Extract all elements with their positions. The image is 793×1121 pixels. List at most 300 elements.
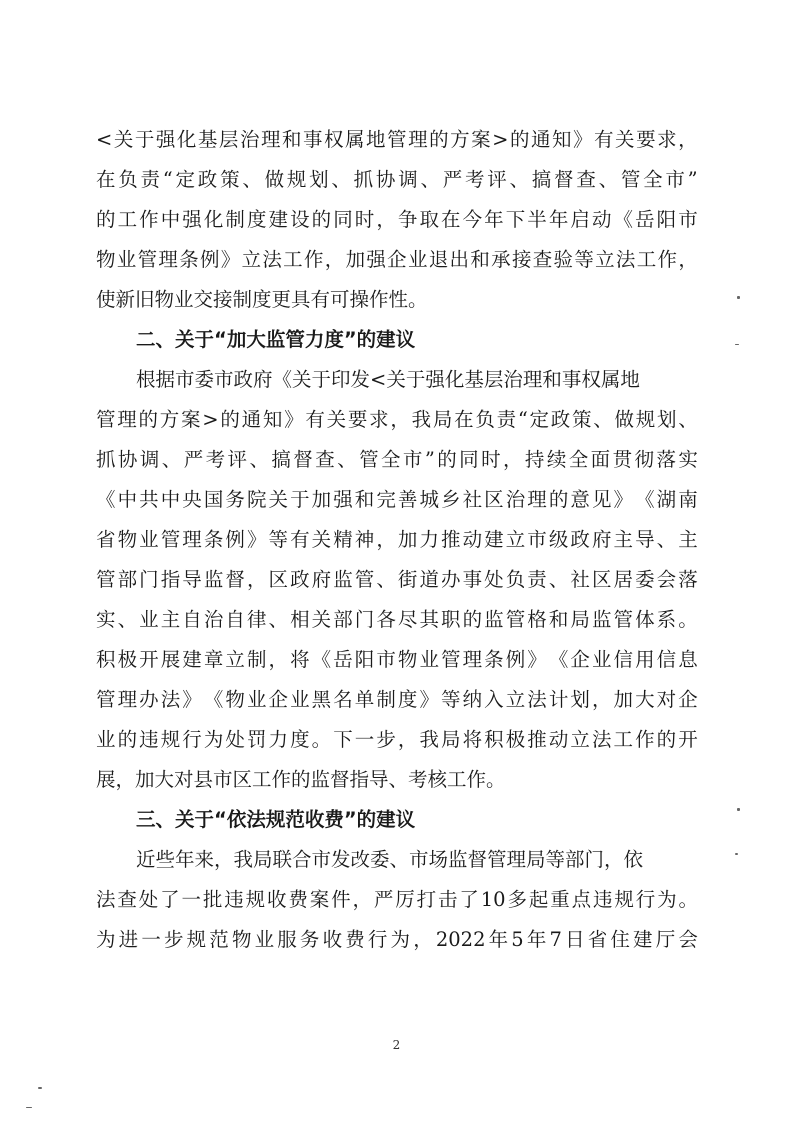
glyph: 会 [678,928,698,951]
glyph: 和 [281,128,302,151]
glyph: 乡 [441,488,461,511]
glyph: 大 [635,688,655,711]
glyph: 的 [429,128,449,151]
glyph: 指 [160,568,181,591]
glyph: 管 [96,408,116,431]
glyph: 费 [345,928,365,951]
glyph: 社 [462,488,483,511]
glyph: 关 [113,128,134,151]
text-line [96,680,698,720]
glyph: 要 [636,128,656,151]
glyph: 街 [397,568,418,591]
glyph: 管 [359,448,379,471]
glyph: < [96,128,113,151]
glyph: 落 [678,568,698,591]
glyph: 面 [590,448,611,471]
section-heading [96,320,698,360]
glyph: 政 [290,568,310,591]
glyph: 阳 [656,208,677,231]
glyph: 监 [333,568,353,591]
glyph: 治 [505,488,526,511]
glyph: 督 [554,168,574,191]
glyph: 业 [139,528,159,551]
glyph: 局 [570,608,590,631]
glyph: 治 [239,128,260,151]
glyph: 方 [450,128,470,151]
glyph: 监 [203,568,224,591]
scan-speck [737,808,740,811]
glyph: 委 [635,568,655,591]
glyph: 推 [441,528,461,551]
glyph: ， [376,528,396,551]
glyph: 立 [595,248,615,271]
glyph: 一 [181,888,202,911]
glyph: 中 [160,208,181,231]
glyph: 理 [117,408,137,431]
glyph: 条 [484,648,504,671]
glyph: 的 [462,608,483,631]
text-line [96,880,698,920]
glyph: 例 [199,248,220,271]
text-line [96,200,698,240]
glyph: 政 [550,408,571,431]
text-line [96,720,698,760]
glyph: 住 [610,928,630,951]
glyph: 督 [293,448,313,471]
text-line [96,920,698,960]
glyph: 关 [311,528,332,551]
glyph: 负 [475,408,495,431]
glyph: 搞 [531,168,552,191]
paragraph-line [96,880,698,920]
paragraph-line [96,520,698,560]
glyph: 的 [548,488,569,511]
glyph: 开 [139,648,159,671]
paragraph-line [96,560,698,600]
text-line [96,560,698,600]
glyph: 做 [264,168,285,191]
glyph: 要 [347,408,368,431]
glyph: 、 [242,168,262,191]
glyph: 作 [635,728,655,751]
glyph: 同 [459,448,479,471]
glyph: 管 [387,128,407,151]
glyph: 企 [570,648,590,671]
glyph: 社 [570,568,590,591]
glyph: ， [246,568,267,591]
glyph: 建 [633,928,653,951]
glyph: 善 [397,488,418,511]
glyph: 起 [528,888,549,911]
glyph: 黑 [311,688,332,711]
glyph: 、 [337,448,357,471]
glyph: 《 [635,488,655,511]
glyph: 处 [138,888,159,911]
glyph: 范 [209,928,229,951]
glyph: 物 [397,648,418,671]
glyph: 》 [613,488,634,511]
glyph: 主 [160,608,181,631]
glyph: 立 [505,688,526,711]
glyph: 有 [290,528,310,551]
glyph: 我 [411,408,432,431]
glyph: 、 [593,408,613,431]
glyph: 退 [428,248,449,271]
glyph: 力 [268,728,289,751]
glyph: 企 [387,248,407,271]
glyph: 业 [254,928,275,951]
glyph: 规 [286,168,307,191]
glyph: “ [517,408,528,431]
glyph: 击 [438,888,458,911]
glyph: 10 [480,888,506,911]
glyph: 例 [505,648,526,671]
glyph: 的 [96,208,116,231]
glyph: 管 [96,568,116,591]
glyph: 年 [484,208,504,231]
glyph: 工 [283,248,303,271]
text-line [96,440,698,480]
scan-speck [735,853,738,855]
glyph: 制 [376,688,396,711]
glyph: 了 [160,888,180,911]
glyph: 强 [366,248,386,271]
glyph: 违 [224,888,244,911]
glyph: 案 [471,128,491,151]
text-line [96,520,698,560]
glyph: 展 [160,648,181,671]
glyph: 。 [678,888,698,911]
glyph: 查 [315,448,335,471]
glyph: 对 [656,688,677,711]
glyph: 《 [203,688,224,711]
paragraph-line [96,160,698,200]
paragraph-line [96,720,698,760]
glyph: 点 [571,888,592,911]
glyph: 2022 [435,928,486,951]
paragraph-line [96,760,698,800]
scan-speck [735,344,739,345]
glyph: 规 [614,888,634,911]
glyph: 业 [116,248,137,271]
glyph: 神 [354,528,375,551]
glyph: 和 [354,488,375,511]
glyph: ， [352,888,373,911]
glyph: 求 [369,408,389,431]
glyph: 立 [241,248,262,271]
glyph: 企 [678,688,698,711]
glyph: 责 [496,408,517,431]
glyph: 各 [376,608,396,631]
glyph: 度 [397,688,418,711]
glyph: 在 [96,168,116,191]
section-heading-text: 二、关于“加大监管力度”的建议 [136,328,416,351]
text-line: 近些年来，我局联合市发改委、市场监督管理局等部门，依 [136,848,644,871]
glyph: 收 [267,888,287,911]
glyph: 强 [182,208,202,231]
glyph: 市 [665,168,685,191]
glyph: 省 [587,928,608,951]
text-line: 使新旧物业交接制度更具有可操作性。 [96,288,428,311]
glyph: 职 [441,608,461,631]
glyph: 承 [491,248,511,271]
glyph: 工 [613,728,634,751]
glyph: 、 [268,608,289,631]
glyph: ， [678,248,698,271]
glyph: 条 [179,248,199,271]
glyph: 定 [529,408,550,431]
glyph: 章 [203,648,224,671]
glyph: 进 [118,928,139,951]
glyph: 策 [220,168,240,191]
glyph: 动 [591,208,612,231]
glyph: 法 [96,888,116,911]
glyph: 管 [160,528,181,551]
glyph: 极 [117,648,138,671]
scan-speck [26,1107,32,1108]
glyph: 基 [197,128,218,151]
glyph: 市 [678,208,698,231]
glyph: 同 [333,208,353,231]
glyph: 知 [552,128,572,151]
glyph: 导 [635,528,655,551]
glyph: 意 [570,488,590,511]
glyph: 积 [484,728,504,751]
glyph: 评 [487,168,507,191]
glyph: 》 [284,408,304,431]
glyph: 的 [656,728,677,751]
glyph: 用 [635,648,655,671]
glyph: 务 [299,928,320,951]
glyph: ， [413,928,433,951]
glyph: 严 [373,888,394,911]
glyph: 其 [419,608,439,631]
glyph: 事 [302,128,323,151]
glyph: 物 [225,688,245,711]
paragraph-line [96,680,698,720]
glyph: 会 [656,568,677,591]
glyph: 物 [96,248,116,271]
glyph: 启 [570,208,590,231]
page-number: 2 [392,1038,401,1052]
glyph: 业 [407,248,428,271]
glyph: 名 [333,688,353,711]
glyph: 评 [227,448,248,471]
glyph: 实 [96,608,116,631]
glyph: 局 [432,408,453,431]
glyph: 等 [268,528,289,551]
glyph: 、 [249,448,269,471]
glyph: 管 [613,608,634,631]
glyph: 全 [568,448,589,471]
glyph: 。 [311,728,332,751]
paragraph-line [96,440,698,480]
glyph: 管 [505,608,526,631]
glyph: 建 [484,528,504,551]
text-line [96,480,698,520]
glyph: 设 [290,208,310,231]
glyph: 》 [419,688,439,711]
glyph: 化 [203,208,224,231]
glyph: 考 [464,168,485,191]
glyph: 查 [532,248,553,271]
glyph: 法 [591,728,612,751]
glyph: 管 [96,688,116,711]
text-line [96,600,698,640]
glyph: 的 [509,128,530,151]
glyph: 》 [246,528,267,551]
scan-speck [38,1087,42,1089]
glyph: 关 [326,408,347,431]
glyph: 共 [139,488,159,511]
glyph: 法 [527,688,547,711]
glyph: 贯 [612,448,633,471]
glyph: 》 [573,128,593,151]
glyph: 搞 [271,448,291,471]
glyph: 、 [331,168,351,191]
glyph: 办 [139,688,159,711]
glyph: 级 [548,528,569,551]
glyph: 作 [303,248,324,271]
glyph: 加 [311,488,332,511]
glyph: 出 [449,248,470,271]
glyph: 极 [505,728,526,751]
glyph: 立 [225,648,245,671]
glyph: 案 [181,408,201,431]
glyph: 通 [241,408,262,431]
glyph: 物 [117,528,138,551]
glyph: 完 [376,488,396,511]
glyph: 部 [333,608,353,631]
glyph: ” [687,168,698,191]
glyph: 规 [245,888,266,911]
glyph: 于 [290,488,310,511]
glyph: 务 [225,488,245,511]
glyph: 院 [246,488,267,511]
glyph: 全 [643,168,663,191]
glyph: 府 [591,528,612,551]
glyph: 市 [527,528,547,551]
glyph: 下 [333,728,353,751]
glyph: 岳 [333,648,353,671]
glyph: ， [397,728,418,751]
paragraph-line [96,280,698,320]
glyph: 重 [550,888,570,911]
glyph: 省 [96,528,116,551]
section-heading [96,800,698,840]
glyph: 局 [441,728,461,751]
glyph: 业 [96,728,116,751]
glyph: 在 [454,408,474,431]
glyph: 推 [527,728,547,751]
glyph: 加 [613,688,634,711]
glyph: 行 [182,728,202,751]
glyph: 管 [441,648,461,671]
glyph: 落 [656,448,676,471]
glyph: > [202,408,219,431]
glyph: 居 [613,568,634,591]
glyph: 作 [657,248,678,271]
glyph: 费 [288,888,308,911]
glyph: 相 [290,608,310,631]
glyph: 管 [354,568,375,591]
glyph: 将 [462,728,483,751]
glyph: 中 [117,488,138,511]
scan-speck [737,296,740,299]
glyph: 政 [570,528,590,551]
glyph: 了 [459,888,479,911]
glyph: 等 [574,248,594,271]
glyph: 尽 [397,608,418,631]
text-line [96,400,698,440]
glyph: 年 [548,208,569,231]
glyph: 等 [441,688,461,711]
glyph: 严 [183,448,204,471]
glyph: 、 [598,168,619,191]
glyph: 一 [354,728,375,751]
glyph: 划 [570,688,590,711]
glyph: 的 [311,208,332,231]
glyph: 下 [505,208,526,231]
glyph: 企 [268,688,289,711]
glyph: 为 [96,928,116,951]
glyph: 格 [527,608,547,631]
glyph: 加 [345,248,366,271]
text-line [96,640,698,680]
glyph: 市 [402,448,423,471]
glyph: 单 [354,688,375,711]
glyph: 日 [565,928,585,951]
glyph: 理 [408,128,428,151]
glyph: 件 [331,888,351,911]
glyph: 、 [656,528,677,551]
glyph: 一 [141,928,161,951]
glyph: 中 [160,488,181,511]
glyph: 调 [139,448,160,471]
glyph: 强 [333,488,353,511]
glyph: 在 [441,208,461,231]
glyph: 和 [548,608,569,631]
text-line [96,240,698,280]
glyph: 道 [419,568,439,591]
glyph: 物 [231,928,252,951]
glyph: 加 [397,528,418,551]
paragraph-line [96,840,698,880]
glyph: 《 [613,208,634,231]
glyph: 争 [397,208,418,231]
glyph: 批 [202,888,223,911]
glyph: 行 [635,888,656,911]
glyph: 动 [462,528,483,551]
glyph: 定 [175,168,196,191]
glyph: 计 [548,688,569,711]
glyph: 门 [139,568,159,591]
glyph: 工 [117,208,138,231]
glyph: 国 [203,488,224,511]
glyph: 关 [311,608,332,631]
glyph: 处 [225,728,245,751]
glyph: 力 [419,528,439,551]
glyph: 和 [470,248,490,271]
glyph: 的 [138,408,159,431]
glyph: 区 [484,488,504,511]
glyph: 的 [437,448,457,471]
glyph: 划 [657,408,677,431]
glyph: 接 [511,248,532,271]
glyph: 自 [182,608,202,631]
glyph: 立 [505,528,526,551]
paragraph-line [96,240,698,280]
